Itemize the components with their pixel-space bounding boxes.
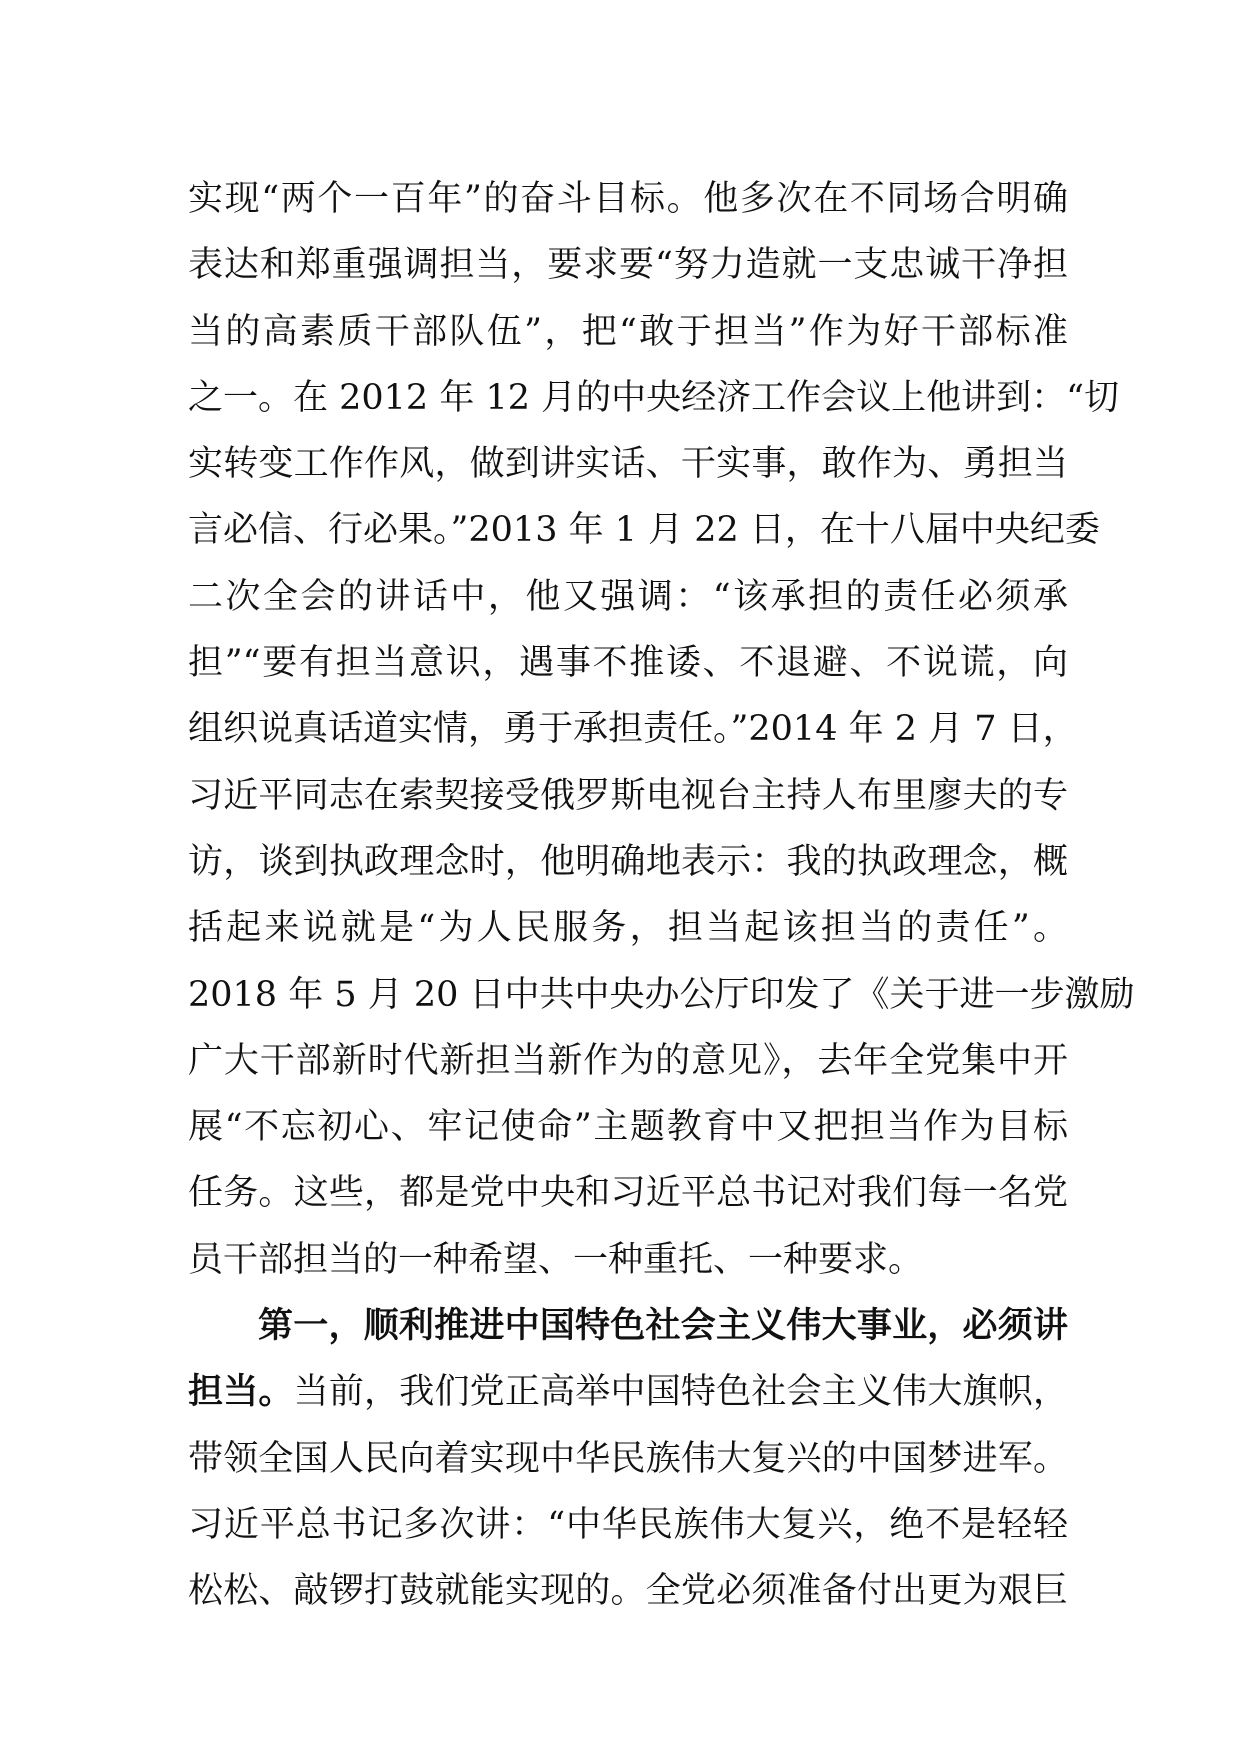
paragraph-line: 广大干部新时代新担当新作为的意见》，去年全党集中开 (188, 1040, 1068, 1081)
paragraph-line (188, 1359, 1068, 1425)
paragraph-line: 组织说真话道实情，勇于承担责任。”2014 年 2 月 7 日， (188, 709, 1078, 750)
paragraph-line: 展“不忘初心、牢记使命”主题教育中又把担当作为目标 (188, 1107, 1068, 1148)
paragraph-line: 实转变工作作风，做到讲实话、干实事，敢作为、勇担当 (188, 444, 1068, 485)
paragraph-line: 习近平同志在索契接受俄罗斯电视台主持人布里廖夫的专 (188, 775, 1068, 816)
paragraph-line: 担”“要有担当意识，遇事不推诿、不退避、不说谎，向 (188, 643, 1068, 684)
paragraph-line: 言必信、行必果。”2013 年 1 月 22 日，在十八届中央纪委 (188, 510, 1100, 551)
paragraph-line: 员干部担当的一种希望、一种重托、一种要求。 (188, 1239, 924, 1280)
paragraph-line: 之一。在 2012 年 12 月的中央经济工作会议上他讲到：“切 (188, 377, 1120, 418)
paragraph-line: 表达和郑重强调担当，要求要“努力造就一支忠诚干净担 (188, 245, 1068, 286)
paragraph-line: 括起来说就是“为人民服务，担当起该担当的责任”。 (188, 908, 1068, 949)
paragraph-line: 2018 年 5 月 20 日中共中央办公厅印发了《关于进一步激励 (188, 974, 1135, 1015)
paragraph-line: 实现“两个一百年”的奋斗目标。他多次在不同场合明确 (188, 179, 1068, 219)
paragraph-line: 带领全国人民向着实现中华民族伟大复兴的中国梦进军。 (188, 1438, 1068, 1479)
paragraph-text: 当前，我们党正高举中国特色社会主义伟大旗帜， (293, 1372, 1068, 1413)
paragraph-line: 松松、敲锣打鼓就能实现的。全党必须准备付出更为艰巨 (188, 1571, 1068, 1612)
paragraph-line: 习近平总书记多次讲：“中华民族伟大复兴，绝不是轻轻 (188, 1504, 1068, 1545)
paragraph-line: 访，谈到执政理念时，他明确地表示：我的执政理念，概 (188, 841, 1068, 882)
body-text (188, 166, 1135, 1625)
paragraph-line: 当的高素质干部队伍”，把“敢于担当”作为好干部标准 (188, 311, 1068, 352)
paragraph-line: 任务。这些，都是党中央和习近平总书记对我们每一名党 (188, 1173, 1068, 1214)
paragraph-line: 二次全会的讲话中，他又强调：“该承担的责任必须承 (188, 576, 1068, 617)
section-heading-end: 担当。 (188, 1372, 294, 1413)
section-heading: 第一，顺利推进中国特色社会主义伟大事业，必须讲 (258, 1306, 1068, 1347)
